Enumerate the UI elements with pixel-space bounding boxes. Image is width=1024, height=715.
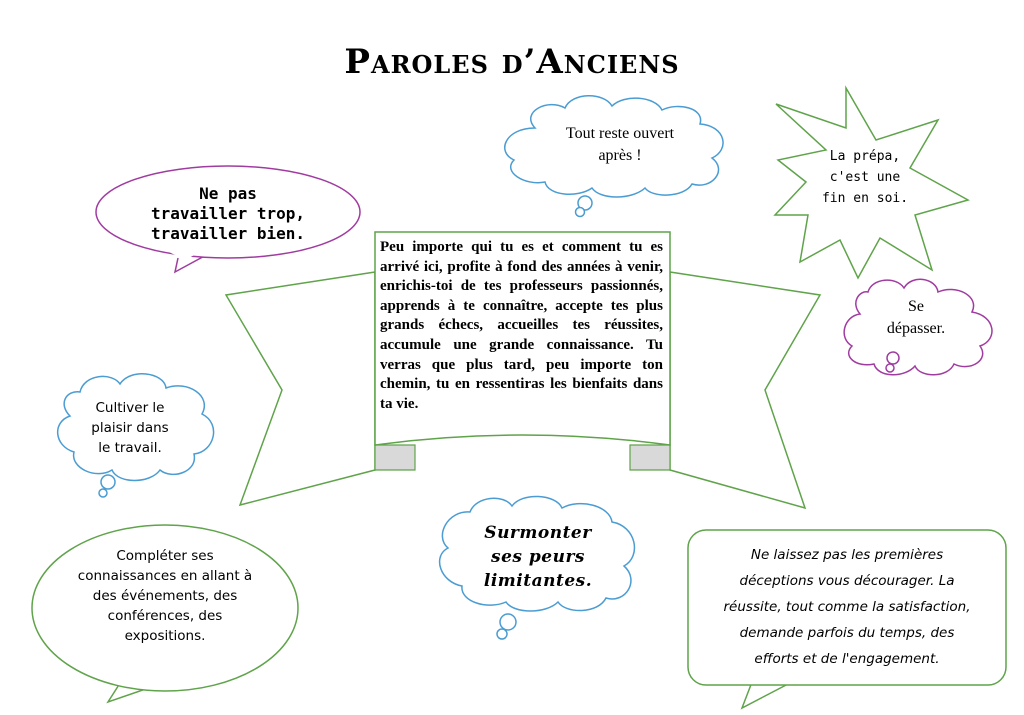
- bubble-surmonter-text: Surmonter ses peurs limitantes.: [483, 523, 593, 591]
- banner-right-tail: [670, 272, 820, 508]
- bubble-prepa-text: La prépa, c'est une fin en soi.: [821, 149, 909, 206]
- bubble-ouvert-text: Tout reste ouvert après !: [565, 125, 675, 164]
- banner-left-fold: [375, 445, 415, 470]
- bubble-plaisir-text: Cultiver le plaisir dans le travail.: [91, 400, 169, 456]
- banner-text: Peu importe qui tu es et comment tu es arrivé ici, profite à fond des années à venir, enrichis-toi de tes professeurs passionnés, apprends à te connaître, accepte tes plus grands échecs, accueilles tes réussites, accumule une grande connaissance. Tu verras que plus tard, peu importe ton chemin, tu en ressentiras les bienfaits dans ta vie.: [380, 239, 663, 412]
- bubble-completer-text: Compléter ses connaissances en allant à des événements, des conférences, des expositions.: [77, 548, 253, 644]
- banner-right-fold: [630, 445, 670, 470]
- bubble-depasser-text: Se dépasser.: [886, 298, 946, 337]
- page-title: Paroles d’Anciens: [344, 42, 680, 82]
- banner-left-tail: [226, 272, 375, 505]
- box-deceptions-text: Ne laissez pas les premières déceptions vous décourager. La réussite, tout comme la satisfaction, demande parfois du temps, des efforts et de l'engagement.: [723, 547, 971, 667]
- bubble-travailler-text: Ne pas travailler trop, travailler bien.: [150, 184, 306, 243]
